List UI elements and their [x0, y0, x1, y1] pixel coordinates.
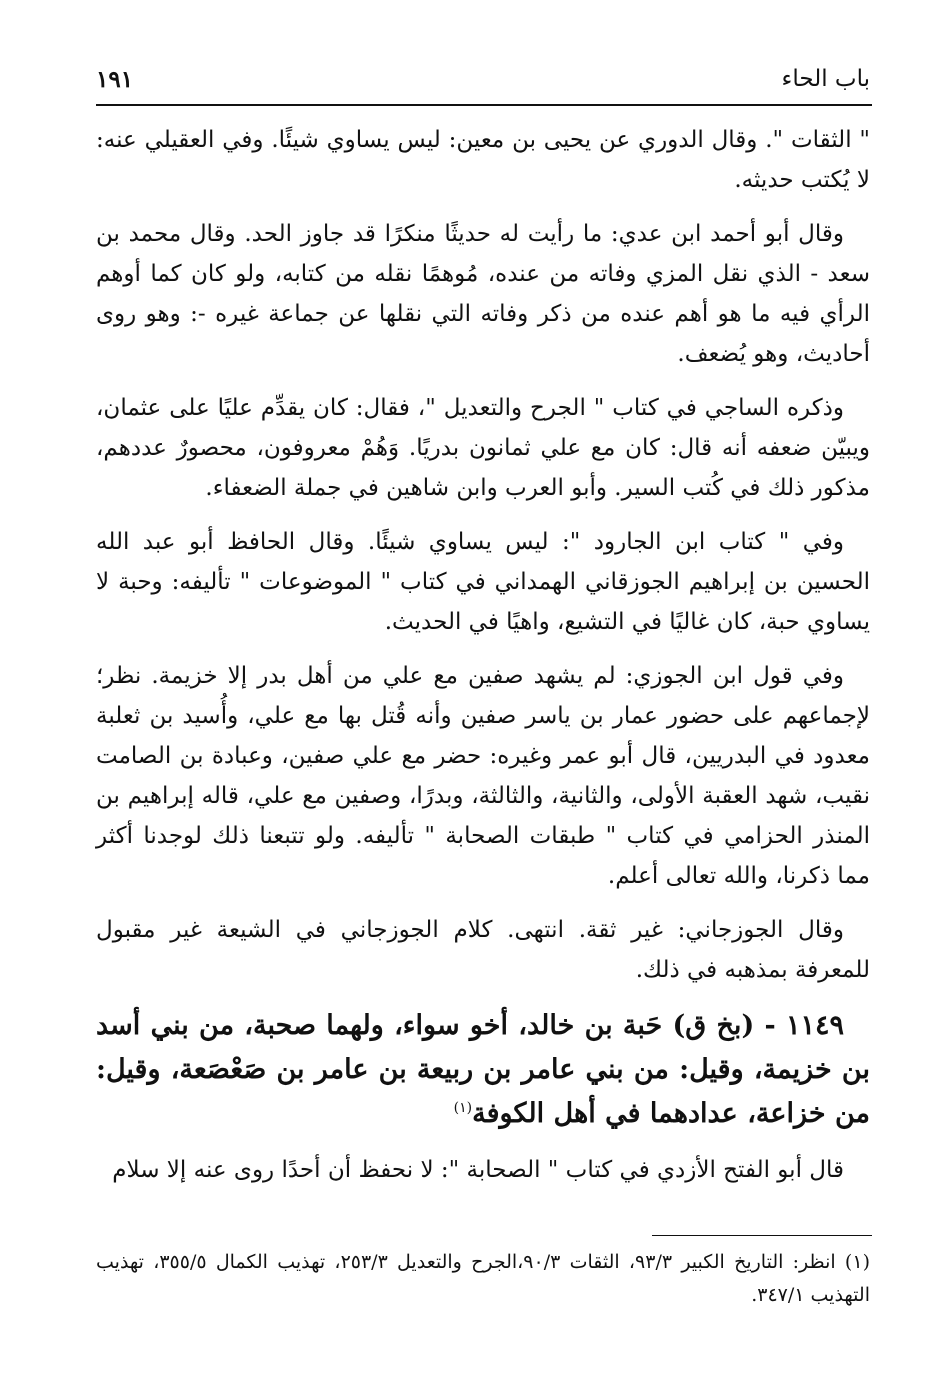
paragraph: وقال الجوزجاني: غير ثقة. انتهى. كلام الجوزجاني في الشيعة غير مقبول للمعرفة بمذهبه في ذلك. — [96, 917, 870, 983]
body-text — [96, 120, 870, 1204]
paragraph: " الثقات ". وقال الدوري عن يحيى بن معين: ليس يساوي شيئًا. وفي العقيلي عنه: لا يُكتب حديثه. — [96, 127, 870, 193]
paragraph: وذكره الساجي في كتاب " الجرح والتعديل "، فقال: كان يقدِّم عليًا على عثمان، ويبيّن ضعفه أنه قال: كان مع علي ثمانون بدريًا. وَهُمْ معروفون، محصورٌ عددهم، مذكور ذلك في كُتب السير. وأبو العرب وابن شاهين في جملة الضعفاء. — [96, 395, 870, 501]
header-divider — [96, 104, 872, 106]
entry-text: ١١٤٩ - (بخ ق) حَبة بن خالد، أخو سواء، ولهما صحبة، من بني أسد بن خزيمة، وقيل: من بني عامر بن ربيعة بن عامر بن صَعْصَعة، وقيل: من خزاعة، عدادهما في أهل الكوفة — [96, 1010, 870, 1129]
paragraph: قال أبو الفتح الأزدي في كتاب " الصحابة ": لا نحفظ أن أحدًا روى عنه إلا سلام — [112, 1157, 844, 1183]
footnotes — [96, 1246, 870, 1312]
biography-entry-heading — [96, 1004, 870, 1136]
chapter-title: باب الحاء — [781, 66, 870, 92]
paragraph: وقال أبو أحمد ابن عدي: ما رأيت له حديثًا منكرًا قد جاوز الحد. وقال محمد بن سعد - الذي نقل المزي وفاته من عنده، مُوهمًا نقله من كتابه، ولو كان كما أوهم الرأي فيه ما هو أهم عنده من ذكر وفاته التي نقلها عن جماعة غيره -: وهو روى أحاديث، وهو يُضعف. — [96, 221, 870, 367]
footnote-divider — [652, 1235, 872, 1236]
page-number: ١٩١ — [96, 66, 134, 93]
footnote-marker: (١) — [453, 1100, 473, 1116]
paragraph: وفي " كتاب ابن الجارود ": ليس يساوي شيئًا. وقال الحافظ أبو عبد الله الحسين بن إبراهيم الجوزقاني الهمداني في كتاب " الموضوعات " تأليفه: وحبة لا يساوي حبة، كان غاليًا في التشيع، واهيًا في الحديث. — [96, 529, 870, 635]
running-header — [96, 60, 870, 100]
footnote: (١) انظر: التاريخ الكبير ٩٣/٣، الثقات ٩٠/٣،الجرح والتعديل ٢٥٣/٣، تهذيب الكمال ٣٥٥/٥، تهذيب التهذيب ٣٤٧/١. — [96, 1251, 870, 1306]
paragraph: وفي قول ابن الجوزي: لم يشهد صفين مع علي من أهل بدر إلا خزيمة. نظر؛ لإجماعهم على حضور عمار بن ياسر صفين وأنه قُتل بها مع علي، وأُسيد بن ثعلبة معدود في البدريين، قال أبو عمر وغيره: حضر مع علي صفين، وعبادة بن الصامت نقيب، شهد العقبة الأولى، والثانية، والثالثة، وبدرًا، وصفين مع علي، قاله إبراهيم بن المنذر الحزامي في كتاب " طبقات الصحابة " تأليفه. ولو تتبعنا ذلك لوجدنا أكثر مما ذكرنا، والله تعالى أعلم. — [96, 663, 870, 889]
